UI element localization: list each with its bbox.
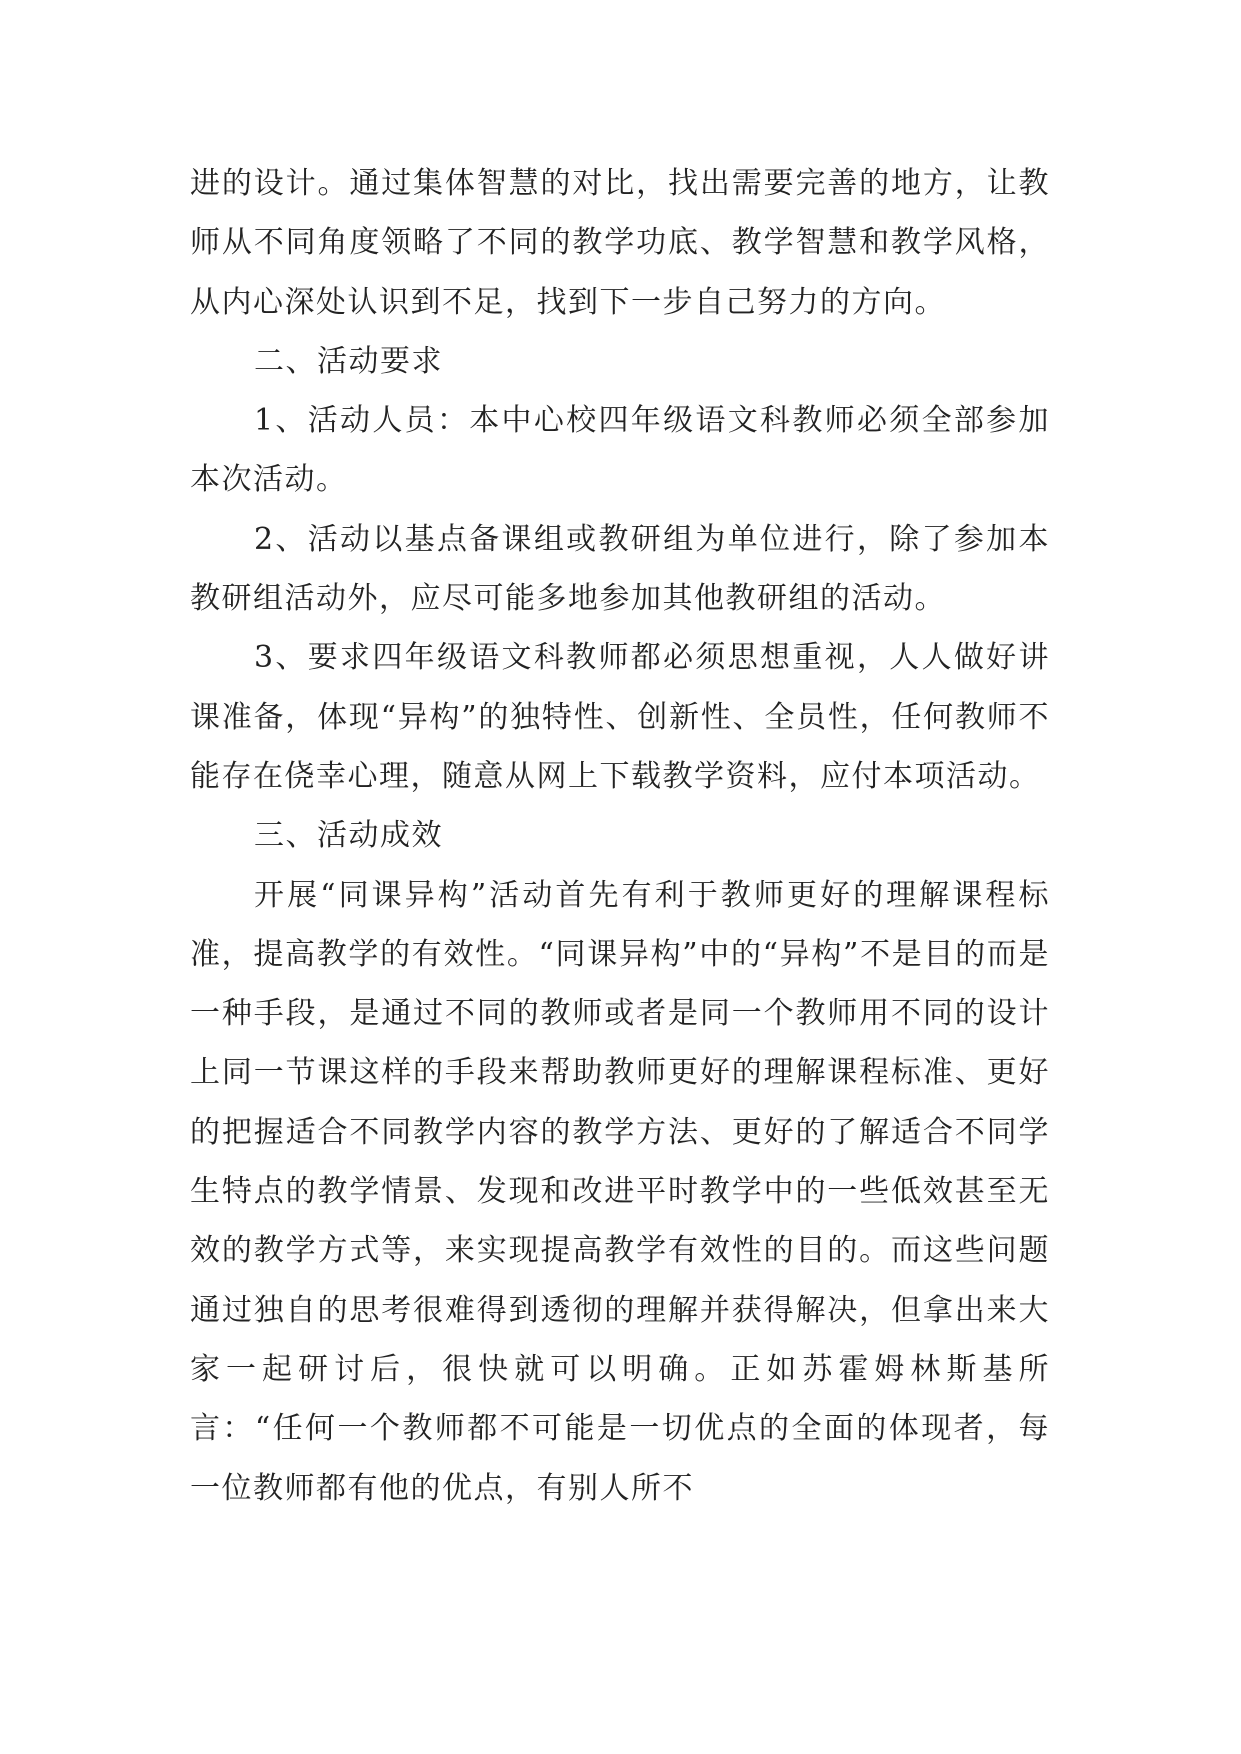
requirement-item-1: 1、活动人员：本中心校四年级语文科教师必须全部参加本次活动。 [190,403,1050,498]
section-heading-requirements: 二、活动要求 [254,343,443,379]
paragraph-continuation: 进的设计。通过集体智慧的对比，找出需要完善的地方，让教师从不同角度领略了不同的教学功底、教学智慧和教学风格，从内心深处认识到不足，找到下一步自己努力的方向。 [190,166,1050,320]
results-paragraph: 开展“同课异构”活动首先有利于教师更好的理解课程标准，提高教学的有效性。“同课异构”中的“异构”不是目的而是一种手段，是通过不同的教师或者是同一个教师用不同的设计上同一节课这样的手段来帮助教师更好的理解课程标准、更好的把握适合不同教学内容的教学方法、更好的了解适合不同学生特点的教学情景、发现和改进平时教学中的一些低效甚至无效的教学方式等，来实现提高教学有效性的目的。而这些问题通过独自的思考很难得到透彻的理解并获得解决，但拿出来大家一起研讨后，很快就可以明确。正如苏霍姆林斯基所言：“任何一个教师都不可能是一切优点的全面的体现者，每一位教师都有他的优点，有别人所不 [190,877,1050,1506]
body-text [190,154,1050,1518]
section-heading-results: 三、活动成效 [254,818,443,854]
requirement-item-2: 2、活动以基点备课组或教研组为单位进行，除了参加本教研组活动外，应尽可能多地参加其他教研组的活动。 [190,521,1050,617]
requirement-item-3: 3、要求四年级语文科教师都必须思想重视，人人做好讲课准备，体现“异构”的独特性、创新性、全员性，任何教师不能存在侥幸心理，随意从网上下载教学资料，应付本项活动。 [190,640,1050,794]
